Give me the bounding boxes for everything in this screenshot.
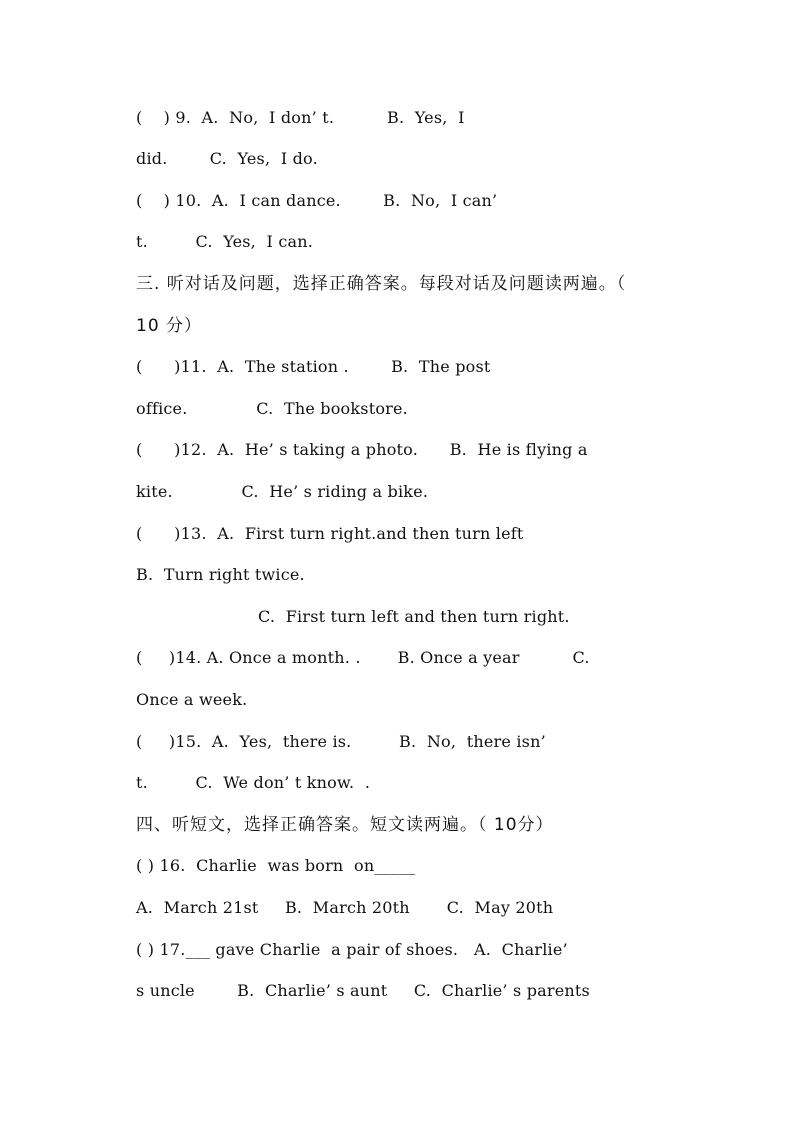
question-15-line-1: ( )15. A. Yes, there is. B. No, there isn’ bbox=[136, 732, 546, 751]
section-3-heading: 三. 听对话及问题，选择正确答案。每段对话及问题读两遍。（ bbox=[136, 274, 627, 294]
question-12-line-1: ( )12. A. He’ s taking a photo. B. He is flying a bbox=[136, 440, 588, 459]
question-10-line-2: t. C. Yes, I can. bbox=[136, 232, 314, 251]
question-16-line-1: ( ) 16. Charlie was born on_____ bbox=[136, 856, 416, 875]
question-12-line-2: kite. C. He’ s riding a bike. bbox=[136, 482, 429, 501]
question-9-line-1: ( ) 9. A. No, I don’ t. B. Yes, I bbox=[136, 108, 465, 127]
question-14-line-2: Once a week. bbox=[136, 690, 248, 709]
question-16-options: A. March 21st B. March 20th C. May 20th bbox=[136, 898, 554, 917]
question-11-line-2: office. C. The bookstore. bbox=[136, 399, 408, 418]
question-10-line-1: ( ) 10. A. I can dance. B. No, I can’ bbox=[136, 191, 498, 210]
question-14-line-1: ( )14. A. Once a month. . B. Once a year C. bbox=[136, 648, 590, 667]
question-15-line-2: t. C. We don’ t know. . bbox=[136, 773, 371, 792]
question-17-line-1: ( ) 17.___ gave Charlie a pair of shoes. A. Charlie’ bbox=[136, 940, 568, 959]
question-17-line-2: s uncle B. Charlie’ s aunt C. Charlie’ s parents bbox=[136, 981, 590, 1000]
question-11-line-1: ( )11. A. The station . B. The post bbox=[136, 357, 491, 376]
section-3-points: 10 分） bbox=[136, 316, 203, 336]
question-13-line-3: C. First turn left and then turn right. bbox=[258, 607, 570, 626]
section-4-heading: 四、听短文，选择正确答案。短文读两遍。（ 10分） bbox=[136, 815, 554, 835]
question-9-line-2: did. C. Yes, I do. bbox=[136, 149, 318, 168]
question-13-line-2: B. Turn right twice. bbox=[136, 565, 305, 584]
question-13-line-1: ( )13. A. First turn right.and then turn left bbox=[136, 524, 524, 543]
